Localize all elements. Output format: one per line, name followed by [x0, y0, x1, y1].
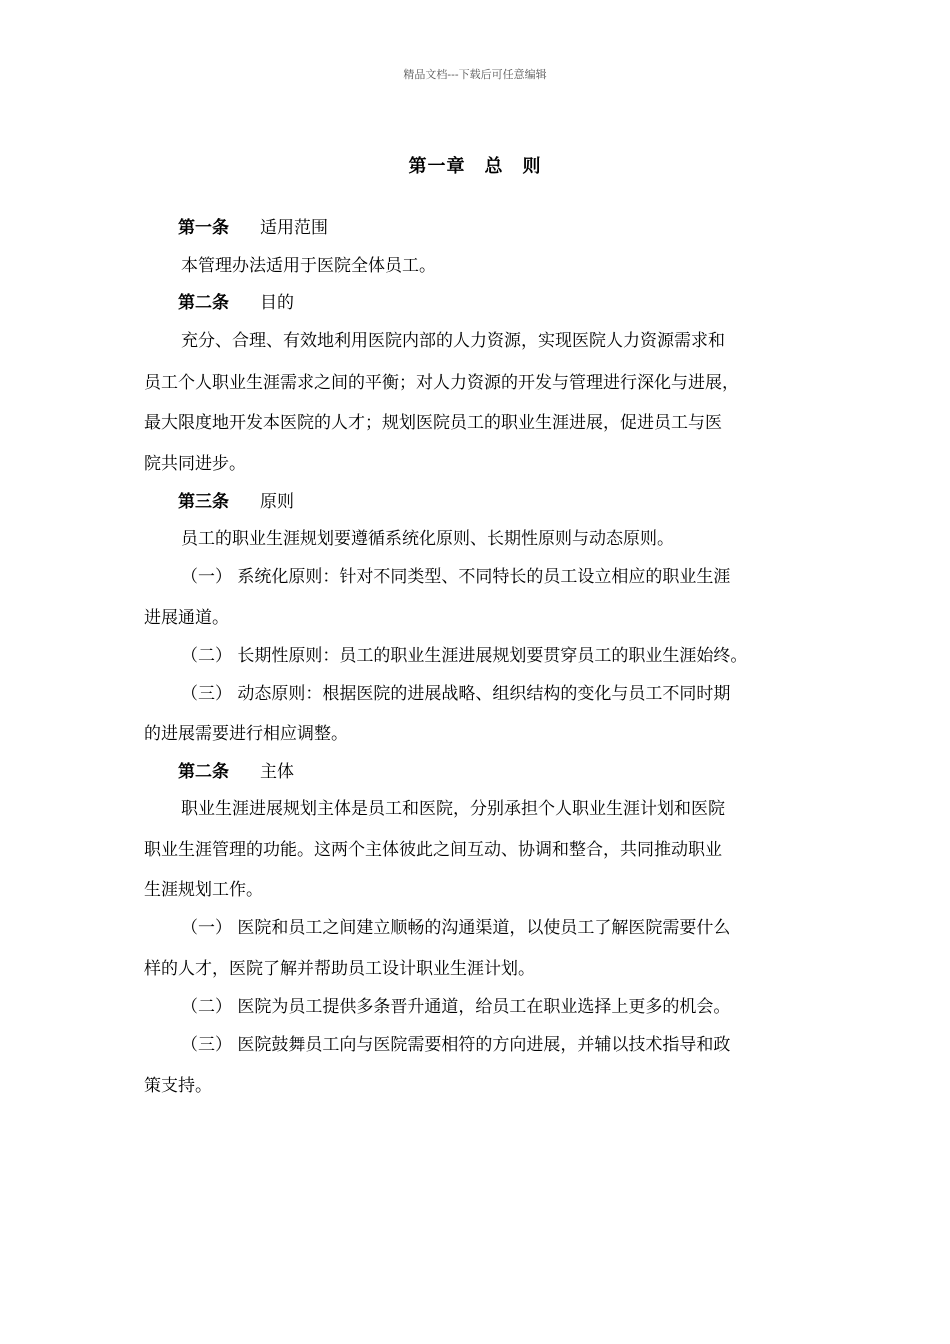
article-label: 第二条 [178, 293, 229, 313]
article-label: 第三条 [178, 492, 229, 512]
article-title: 原则 [260, 492, 294, 512]
article-label: 第一条 [178, 218, 229, 238]
article-title: 主体 [260, 762, 294, 782]
article-label: 第二条 [178, 762, 229, 782]
chapter-title: 第一章 总 则 [408, 156, 542, 177]
article-title: 适用范围 [260, 218, 328, 238]
article-title: 目的 [260, 293, 294, 313]
document-page: 精品文档---下载后可任意编辑 第一章 总 则 第一条 适用范围 本管理办法适用于医院全体员工。 第二条 目的 充分、合理、有效地利用医院内部的人力资源，实现医院人力资源需求和 员工个人职业生涯需求之间的平衡；对人力资源的开发与管理进行深化与进展， 最大限度地开发本医院的人才；规划医院员工的职业生涯进展，促进员工与医 院共同进步。 第三条 原则 员工的职业生涯规划要遵循系统化原则、长期性原则与动态原则。 （一） 系统化原则：针对不同类型、不同特长的员工设立相应的职业生涯 进展通道。 （二） 长期性原则：员工的职业生涯进展规划要贯穿员工的职业生涯始终。 （三） 动态原则：根据医院的进展战略、组织结构的变化与员工不同时期 的进展需要进行相应调整。 第二条 主体 职业生涯进展规划主体是员工和医院，分别承担个人职业生涯计划和医院 职业生涯管理的功能。这两个主体彼此之间互动、协调和整合，共同推动职业 生涯规划工作。 （一） 医院和员工之间建立顺畅的沟通渠道，以使员工了解医院需要什么 样的人才，医院了解并帮助员工设计职业生涯计划。 （二） 医院为员工提供多条晋升通道，给员工在职业选择上更多的机会。 （三） 医院鼓舞员工向与医院需要相符的方向进展，并辅以技术指导和政 策支持。 [0, 0, 950, 1344]
page-header: 精品文档---下载后可任意编辑 [403, 68, 547, 81]
